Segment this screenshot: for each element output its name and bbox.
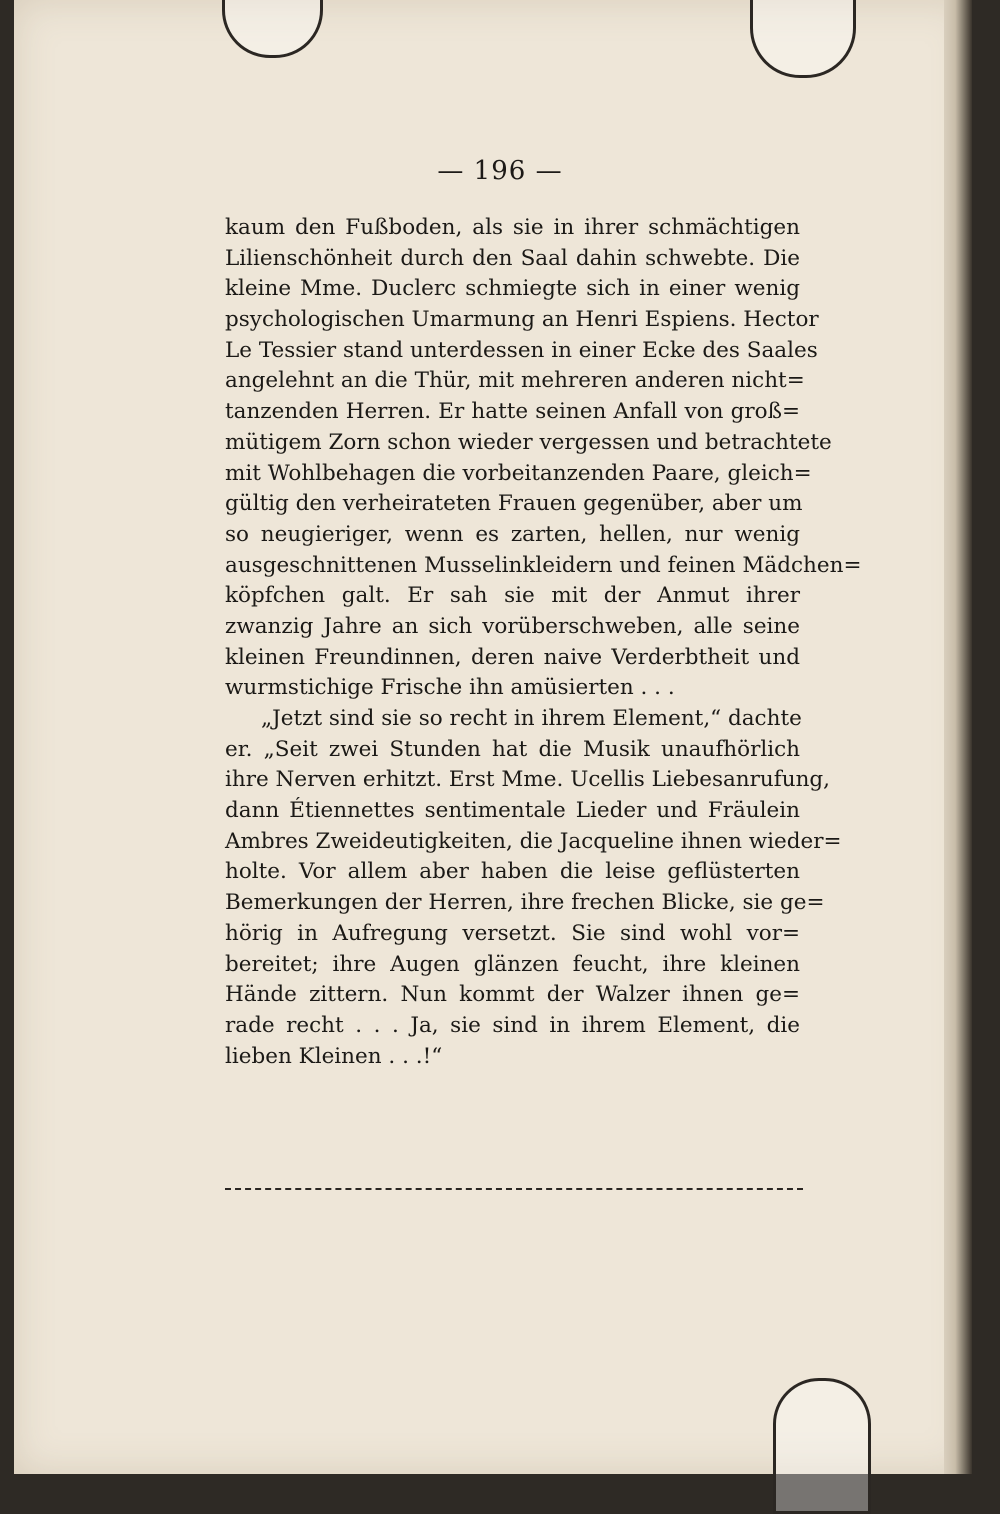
text-line: er. „Seit zwei Stunden hat die Musik unaufhörlich <box>225 736 800 762</box>
text-line: hörig in Aufregung versetzt. Sie sind wohl vor= <box>225 920 800 946</box>
text-line: zwanzig Jahre an sich vorüberschweben, alle seine <box>225 613 800 639</box>
text-line: gültig den verheirateten Frauen gegenüber, aber um <box>225 491 803 517</box>
text-line: Bemerkungen der Herren, ihre frechen Blicke, sie ge= <box>225 890 825 916</box>
text-line: so neugieriger, wenn es zarten, hellen, nur wenig <box>225 521 800 547</box>
text-line: „Jetzt sind sie so recht in ihrem Element,“ dachte <box>261 706 802 731</box>
text-line: bereitet; ihre Augen glänzen feucht, ihre kleinen <box>225 951 800 977</box>
text-line: dann Étiennettes sentimentale Lieder und Fräulein <box>225 798 800 824</box>
text-line: kaum den Fußboden, als sie in ihrer schmächtigen <box>225 215 800 240</box>
text-line: wurmstichige Frische ihn amüsierten . . . <box>225 675 675 701</box>
text-line: angelehnt an die Thür, mit mehreren anderen nicht= <box>225 368 805 394</box>
text-line: Hände zittern. Nun kommt der Walzer ihnen ge= <box>225 982 800 1008</box>
text-line: mit Wohlbehagen die vorbeitanzenden Paare, gleich= <box>225 460 812 486</box>
text-line: Le Tessier stand unterdessen in einer Ecke des Saales <box>225 337 818 363</box>
body-text <box>225 213 862 1072</box>
text-line: köpfchen galt. Er sah sie mit der Anmut ihrer <box>225 583 800 609</box>
text-line: kleine Mme. Duclerc schmiegte sich in einer wenig <box>225 276 800 302</box>
page-clip-bottom-right <box>773 1378 871 1514</box>
text-line: kleinen Freundinnen, deren naive Verderbtheit und <box>225 644 800 670</box>
text-line: holte. Vor allem aber haben die leise geflüsterten <box>225 859 800 885</box>
text-line: tanzenden Herren. Er hatte seinen Anfall von groß= <box>225 399 800 425</box>
page-number: — 196 — <box>437 156 563 186</box>
text-line: Lilienschönheit durch den Saal dahin schwebte. Die <box>225 245 800 271</box>
text-line: mütigem Zorn schon wieder vergessen und betrachtete <box>225 429 832 455</box>
section-end-rule <box>225 1188 803 1190</box>
text-line: ihre Nerven erhitzt. Erst Mme. Ucellis Liebesanrufung, <box>225 767 831 793</box>
text-line: lieben Kleinen . . .!“ <box>225 1043 443 1069</box>
text-line: rade recht . . . Ja, sie sind in ihrem Element, die <box>225 1012 800 1038</box>
page-gutter <box>944 0 972 1474</box>
text-line: psychologischen Umarmung an Henri Espiens. Hector <box>225 307 819 333</box>
text-line: Ambres Zweideutigkeiten, die Jacqueline ihnen wieder= <box>225 828 842 854</box>
text-line: ausgeschnittenen Musselinkleidern und feinen Mädchen= <box>225 552 862 578</box>
